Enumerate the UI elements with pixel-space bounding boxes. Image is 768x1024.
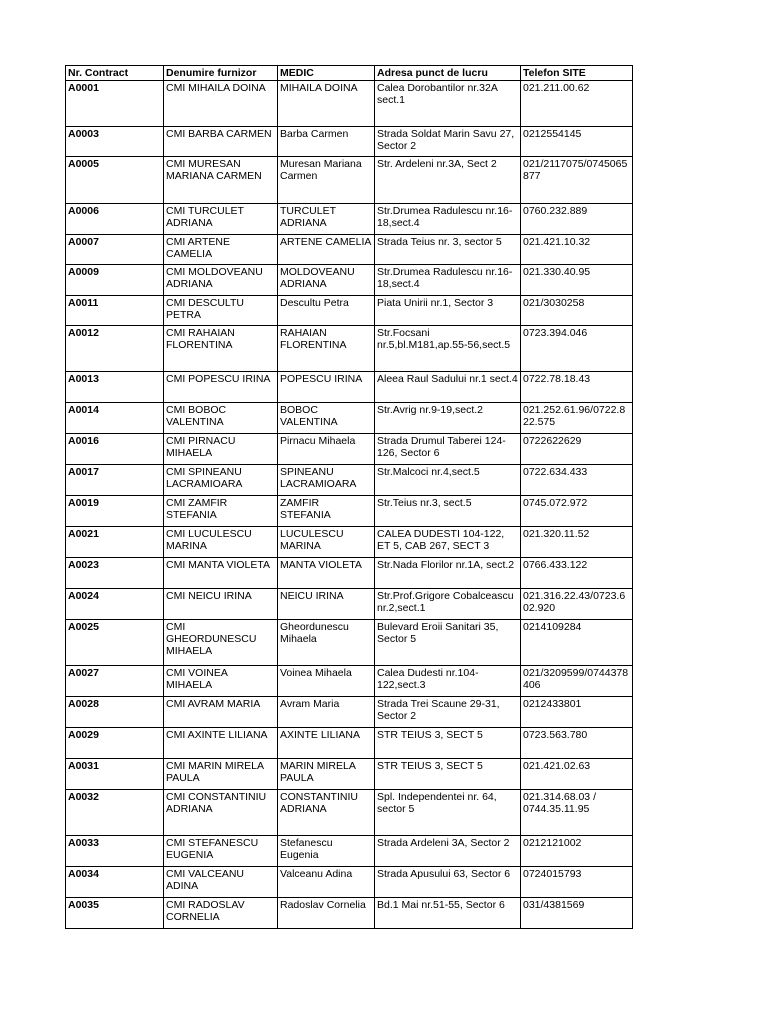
- cell-nr-contract: A0005: [66, 157, 164, 204]
- cell-nr-contract: A0028: [66, 697, 164, 728]
- contracts-table-wrapper: [65, 65, 633, 929]
- cell-denumire-furnizor: CMI MURESAN MARIANA CARMEN: [164, 157, 278, 204]
- table-row: [66, 235, 633, 265]
- cell-telefon: 021.316.22.43/0723.602.920: [521, 589, 633, 620]
- cell-adresa: Strada Apusului 63, Sector 6: [375, 867, 521, 898]
- header-nr-contract: Nr. Contract: [66, 66, 164, 81]
- cell-denumire-furnizor: CMI GHEORDUNESCU MIHAELA: [164, 620, 278, 666]
- table-row: [66, 527, 633, 558]
- cell-adresa: Spl. Independentei nr. 64, sector 5: [375, 790, 521, 836]
- cell-nr-contract: A0025: [66, 620, 164, 666]
- table-row: [66, 867, 633, 898]
- cell-telefon: 021/2117075/0745065877: [521, 157, 633, 204]
- table-row: [66, 620, 633, 666]
- cell-medic: TURCULET ADRIANA: [278, 204, 375, 235]
- cell-medic: Avram Maria: [278, 697, 375, 728]
- cell-adresa: Strada Teius nr. 3, sector 5: [375, 235, 521, 265]
- cell-adresa: Strada Ardeleni 3A, Sector 2: [375, 836, 521, 867]
- table-row: [66, 296, 633, 326]
- cell-medic: LUCULESCU MARINA: [278, 527, 375, 558]
- cell-denumire-furnizor: CMI MARIN MIRELA PAULA: [164, 759, 278, 790]
- cell-medic: Barba Carmen: [278, 127, 375, 157]
- contracts-table: [65, 65, 633, 929]
- cell-telefon: 0214109284: [521, 620, 633, 666]
- cell-telefon: 021.211.00.62: [521, 81, 633, 127]
- cell-nr-contract: A0031: [66, 759, 164, 790]
- table-row: [66, 127, 633, 157]
- cell-denumire-furnizor: CMI RAHAIAN FLORENTINA: [164, 326, 278, 372]
- table-row: [66, 81, 633, 127]
- cell-adresa: Str.Avrig nr.9-19,sect.2: [375, 403, 521, 434]
- cell-medic: MANTA VIOLETA: [278, 558, 375, 589]
- table-row: [66, 434, 633, 465]
- cell-telefon: 021.421.10.32: [521, 235, 633, 265]
- cell-nr-contract: A0001: [66, 81, 164, 127]
- cell-adresa: Strada Trei Scaune 29-31, Sector 2: [375, 697, 521, 728]
- cell-medic: RAHAIAN FLORENTINA: [278, 326, 375, 372]
- cell-medic: ZAMFIR STEFANIA: [278, 496, 375, 527]
- cell-medic: Stefanescu Eugenia: [278, 836, 375, 867]
- header-adresa: Adresa punct de lucru: [375, 66, 521, 81]
- cell-adresa: Calea Dudesti nr.104-122,sect.3: [375, 666, 521, 697]
- cell-medic: BOBOC VALENTINA: [278, 403, 375, 434]
- cell-telefon: 0766.433.122: [521, 558, 633, 589]
- cell-nr-contract: A0032: [66, 790, 164, 836]
- cell-telefon: 021/3209599/0744378406: [521, 666, 633, 697]
- cell-nr-contract: A0024: [66, 589, 164, 620]
- cell-medic: Radoslav Cornelia: [278, 898, 375, 929]
- cell-medic: Descultu Petra: [278, 296, 375, 326]
- cell-denumire-furnizor: CMI RADOSLAV CORNELIA: [164, 898, 278, 929]
- cell-adresa: Bulevard Eroii Sanitari 35, Sector 5: [375, 620, 521, 666]
- cell-telefon: 021.421.02.63: [521, 759, 633, 790]
- cell-medic: MARIN MIRELA PAULA: [278, 759, 375, 790]
- cell-telefon: 0212554145: [521, 127, 633, 157]
- cell-nr-contract: A0033: [66, 836, 164, 867]
- cell-medic: MOLDOVEANU ADRIANA: [278, 265, 375, 296]
- cell-telefon: 031/4381569: [521, 898, 633, 929]
- cell-telefon: 0760.232.889: [521, 204, 633, 235]
- cell-denumire-furnizor: CMI SPINEANU LACRAMIOARA: [164, 465, 278, 496]
- cell-medic: Valceanu Adina: [278, 867, 375, 898]
- cell-denumire-furnizor: CMI DESCULTU PETRA: [164, 296, 278, 326]
- header-denumire-furnizor: Denumire furnizor: [164, 66, 278, 81]
- cell-adresa: STR TEIUS 3, SECT 5: [375, 728, 521, 759]
- table-row: [66, 157, 633, 204]
- cell-medic: NEICU IRINA: [278, 589, 375, 620]
- cell-adresa: Strada Soldat Marin Savu 27, Sector 2: [375, 127, 521, 157]
- cell-medic: Pirnacu Mihaela: [278, 434, 375, 465]
- cell-denumire-furnizor: CMI MANTA VIOLETA: [164, 558, 278, 589]
- cell-adresa: Str.Focsani nr.5,bl.M181,ap.55-56,sect.5: [375, 326, 521, 372]
- cell-adresa: Strada Drumul Taberei 124-126, Sector 6: [375, 434, 521, 465]
- cell-medic: POPESCU IRINA: [278, 372, 375, 403]
- table-body: [66, 81, 633, 929]
- cell-telefon: 0723.563.780: [521, 728, 633, 759]
- cell-nr-contract: A0007: [66, 235, 164, 265]
- table-row: [66, 403, 633, 434]
- cell-nr-contract: A0003: [66, 127, 164, 157]
- cell-telefon: 021.314.68.03 / 0744.35.11.95: [521, 790, 633, 836]
- cell-telefon: 021.252.61.96/0722.822.575: [521, 403, 633, 434]
- cell-denumire-furnizor: CMI AXINTE LILIANA: [164, 728, 278, 759]
- cell-nr-contract: A0027: [66, 666, 164, 697]
- table-row: [66, 728, 633, 759]
- cell-denumire-furnizor: CMI MOLDOVEANU ADRIANA: [164, 265, 278, 296]
- cell-nr-contract: A0035: [66, 898, 164, 929]
- cell-denumire-furnizor: CMI LUCULESCU MARINA: [164, 527, 278, 558]
- cell-telefon: 021/3030258: [521, 296, 633, 326]
- cell-adresa: Str.Drumea Radulescu nr.16-18,sect.4: [375, 265, 521, 296]
- cell-denumire-furnizor: CMI NEICU IRINA: [164, 589, 278, 620]
- table-row: [66, 697, 633, 728]
- cell-telefon: 0722.634.433: [521, 465, 633, 496]
- cell-telefon: 021.330.40.95: [521, 265, 633, 296]
- cell-denumire-furnizor: CMI TURCULET ADRIANA: [164, 204, 278, 235]
- cell-nr-contract: A0011: [66, 296, 164, 326]
- table-row: [66, 326, 633, 372]
- cell-nr-contract: A0034: [66, 867, 164, 898]
- cell-telefon: 0212121002: [521, 836, 633, 867]
- cell-nr-contract: A0009: [66, 265, 164, 296]
- cell-adresa: Str.Teius nr.3, sect.5: [375, 496, 521, 527]
- cell-nr-contract: A0029: [66, 728, 164, 759]
- cell-telefon: 0212433801: [521, 697, 633, 728]
- cell-medic: Voinea Mihaela: [278, 666, 375, 697]
- header-row: [66, 66, 633, 81]
- cell-adresa: Str.Nada Florilor nr.1A, sect.2: [375, 558, 521, 589]
- table-row: [66, 790, 633, 836]
- cell-nr-contract: A0013: [66, 372, 164, 403]
- cell-denumire-furnizor: CMI STEFANESCU EUGENIA: [164, 836, 278, 867]
- cell-denumire-furnizor: CMI ZAMFIR STEFANIA: [164, 496, 278, 527]
- table-row: [66, 836, 633, 867]
- cell-adresa: Str.Malcoci nr.4,sect.5: [375, 465, 521, 496]
- cell-adresa: Calea Dorobantilor nr.32A sect.1: [375, 81, 521, 127]
- cell-medic: Gheordunescu Mihaela: [278, 620, 375, 666]
- table-row: [66, 558, 633, 589]
- table-header: [66, 66, 633, 81]
- header-medic: MEDIC: [278, 66, 375, 81]
- cell-telefon: 0723.394.046: [521, 326, 633, 372]
- cell-adresa: Bd.1 Mai nr.51-55, Sector 6: [375, 898, 521, 929]
- cell-adresa: Piata Unirii nr.1, Sector 3: [375, 296, 521, 326]
- table-row: [66, 759, 633, 790]
- cell-adresa: Str.Prof.Grigore Cobalceascu nr.2,sect.1: [375, 589, 521, 620]
- cell-nr-contract: A0017: [66, 465, 164, 496]
- table-row: [66, 898, 633, 929]
- cell-medic: CONSTANTINIU ADRIANA: [278, 790, 375, 836]
- cell-denumire-furnizor: CMI MIHAILA DOINA: [164, 81, 278, 127]
- cell-telefon: 0724015793: [521, 867, 633, 898]
- cell-telefon: 021.320.11.52: [521, 527, 633, 558]
- cell-medic: Muresan Mariana Carmen: [278, 157, 375, 204]
- cell-denumire-furnizor: CMI ARTENE CAMELIA: [164, 235, 278, 265]
- cell-denumire-furnizor: CMI BOBOC VALENTINA: [164, 403, 278, 434]
- cell-nr-contract: A0006: [66, 204, 164, 235]
- cell-nr-contract: A0021: [66, 527, 164, 558]
- cell-denumire-furnizor: CMI CONSTANTINIU ADRIANA: [164, 790, 278, 836]
- cell-denumire-furnizor: CMI POPESCU IRINA: [164, 372, 278, 403]
- table-row: [66, 465, 633, 496]
- cell-medic: AXINTE LILIANA: [278, 728, 375, 759]
- table-row: [66, 496, 633, 527]
- table-row: [66, 589, 633, 620]
- header-telefon: Telefon SITE: [521, 66, 633, 81]
- cell-telefon: 0722.78.18.43: [521, 372, 633, 403]
- cell-nr-contract: A0014: [66, 403, 164, 434]
- cell-adresa: Str.Drumea Radulescu nr.16-18,sect.4: [375, 204, 521, 235]
- cell-nr-contract: A0012: [66, 326, 164, 372]
- cell-denumire-furnizor: CMI AVRAM MARIA: [164, 697, 278, 728]
- cell-medic: ARTENE CAMELIA: [278, 235, 375, 265]
- cell-denumire-furnizor: CMI VOINEA MIHAELA: [164, 666, 278, 697]
- cell-telefon: 0722622629: [521, 434, 633, 465]
- cell-adresa: Str. Ardeleni nr.3A, Sect 2: [375, 157, 521, 204]
- table-row: [66, 666, 633, 697]
- cell-telefon: 0745.072.972: [521, 496, 633, 527]
- cell-medic: SPINEANU LACRAMIOARA: [278, 465, 375, 496]
- cell-nr-contract: A0016: [66, 434, 164, 465]
- cell-denumire-furnizor: CMI VALCEANU ADINA: [164, 867, 278, 898]
- cell-denumire-furnizor: CMI PIRNACU MIHAELA: [164, 434, 278, 465]
- cell-nr-contract: A0023: [66, 558, 164, 589]
- cell-adresa: CALEA DUDESTI 104-122, ET 5, CAB 267, SECT 3: [375, 527, 521, 558]
- cell-nr-contract: A0019: [66, 496, 164, 527]
- table-row: [66, 204, 633, 235]
- cell-adresa: Aleea Raul Sadului nr.1 sect.4: [375, 372, 521, 403]
- cell-medic: MIHAILA DOINA: [278, 81, 375, 127]
- table-row: [66, 372, 633, 403]
- cell-adresa: STR TEIUS 3, SECT 5: [375, 759, 521, 790]
- table-row: [66, 265, 633, 296]
- cell-denumire-furnizor: CMI BARBA CARMEN: [164, 127, 278, 157]
